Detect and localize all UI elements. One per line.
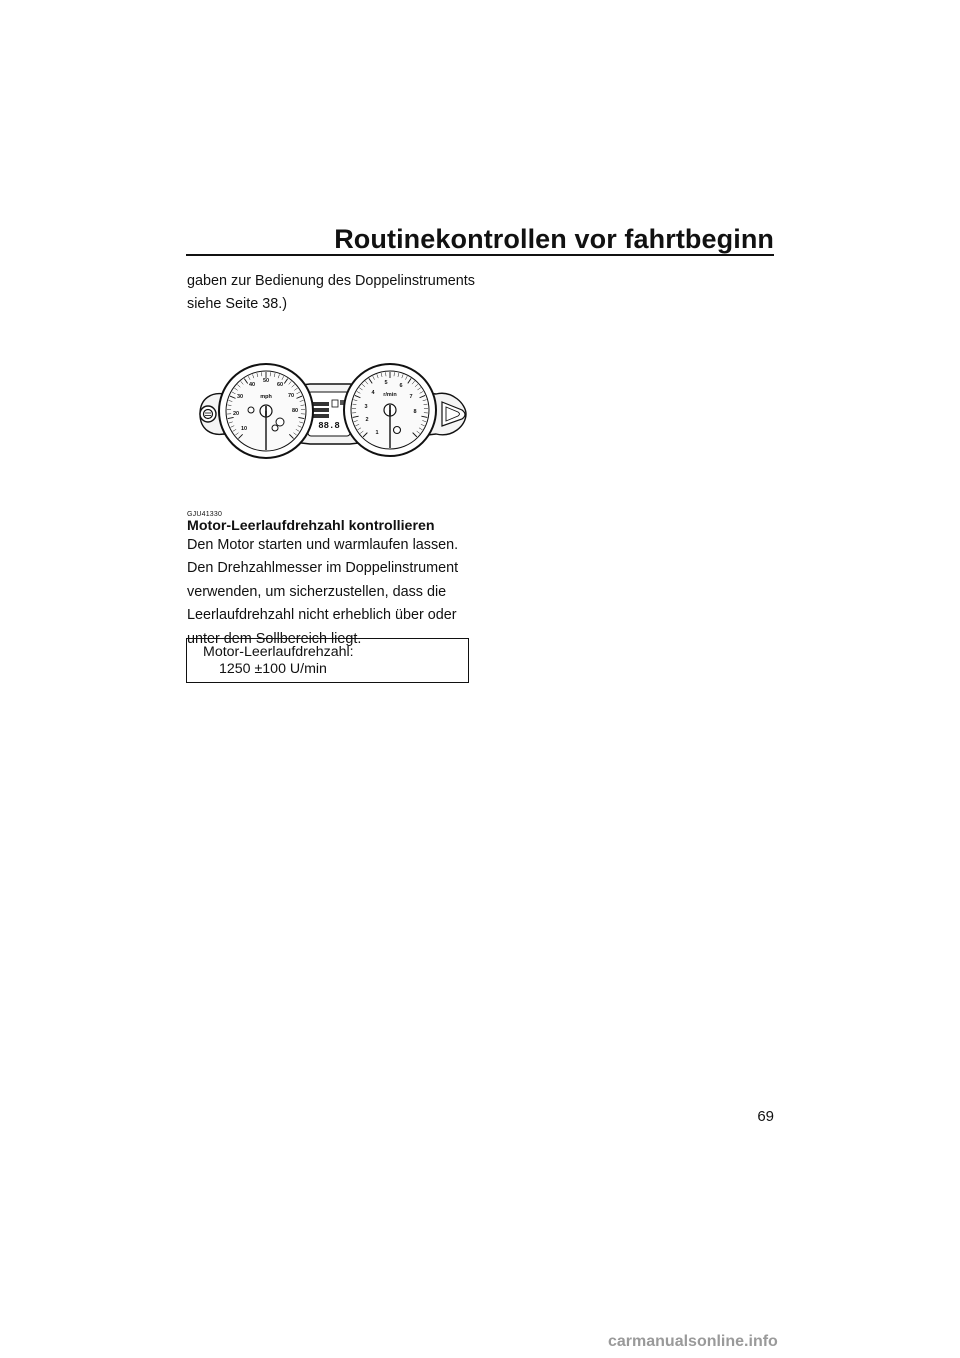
paragraph-line: Den Drehzahlmesser im Doppelinstrument	[187, 560, 459, 577]
intro-line: siehe Seite 38.)	[187, 296, 287, 313]
paragraph-line: Leerlaufdrehzahl nicht erheblich über oder	[187, 607, 457, 624]
header-rule	[186, 254, 774, 256]
page-number: 69	[757, 1108, 774, 1125]
speedometer-unit: mph	[260, 394, 272, 400]
section-paragraph	[187, 534, 487, 651]
speedometer-subdial	[276, 418, 284, 426]
speedometer-subdial	[272, 425, 278, 431]
lcd-digits: 88.8	[318, 421, 340, 431]
speedometer-number: 30	[236, 394, 244, 400]
tachometer-subdial	[394, 427, 401, 434]
tachometer-number: 8	[413, 409, 417, 415]
intro-line: gaben zur Bedienung des Doppelinstruments	[187, 273, 476, 289]
tachometer-number: 5	[384, 380, 388, 386]
tachometer-number: 7	[409, 394, 413, 400]
speedometer-number: 10	[240, 426, 248, 432]
speedometer-gauge	[219, 364, 313, 458]
left-end-button	[200, 406, 216, 422]
tachometer-unit: r/min	[383, 392, 397, 398]
speedometer-number: 80	[291, 408, 299, 414]
speedometer-number: 50	[262, 378, 270, 384]
speedometer-number: 20	[232, 411, 240, 417]
tachometer-number: 3	[364, 404, 368, 410]
footer-watermark: carmanualsonline.info	[608, 1333, 778, 1350]
tachometer-number: 6	[399, 383, 403, 389]
speedometer-number: 70	[287, 393, 295, 399]
tachometer-number: 1	[375, 430, 379, 436]
tachometer-gauge	[344, 364, 436, 456]
spec-label: Motor-Leerlaufdrehzahl:	[203, 644, 354, 660]
speedometer-number: 60	[276, 382, 284, 388]
section-heading: Motor-Leerlaufdrehzahl kontrollieren	[187, 518, 435, 534]
speedometer-subdial	[248, 407, 254, 413]
tachometer-number: 2	[365, 417, 369, 423]
paragraph-line: unter dem Sollbereich liegt.	[187, 630, 362, 647]
spec-box	[186, 638, 469, 683]
paragraph-line: verwenden, um sicherzustellen, dass die	[187, 583, 447, 600]
tachometer-number: 4	[371, 390, 375, 396]
instrument-cluster-illustration	[190, 350, 470, 470]
section-code: GJU41330	[187, 511, 223, 518]
page-header-title: Routinekontrollen vor fahrtbeginn	[334, 224, 774, 254]
intro-paragraph	[187, 270, 487, 317]
speedometer-number: 40	[248, 382, 256, 388]
paragraph-line: Den Motor starten und warmlaufen lassen.	[187, 537, 459, 553]
spec-value: 1250 ±100 U/min	[219, 661, 327, 677]
